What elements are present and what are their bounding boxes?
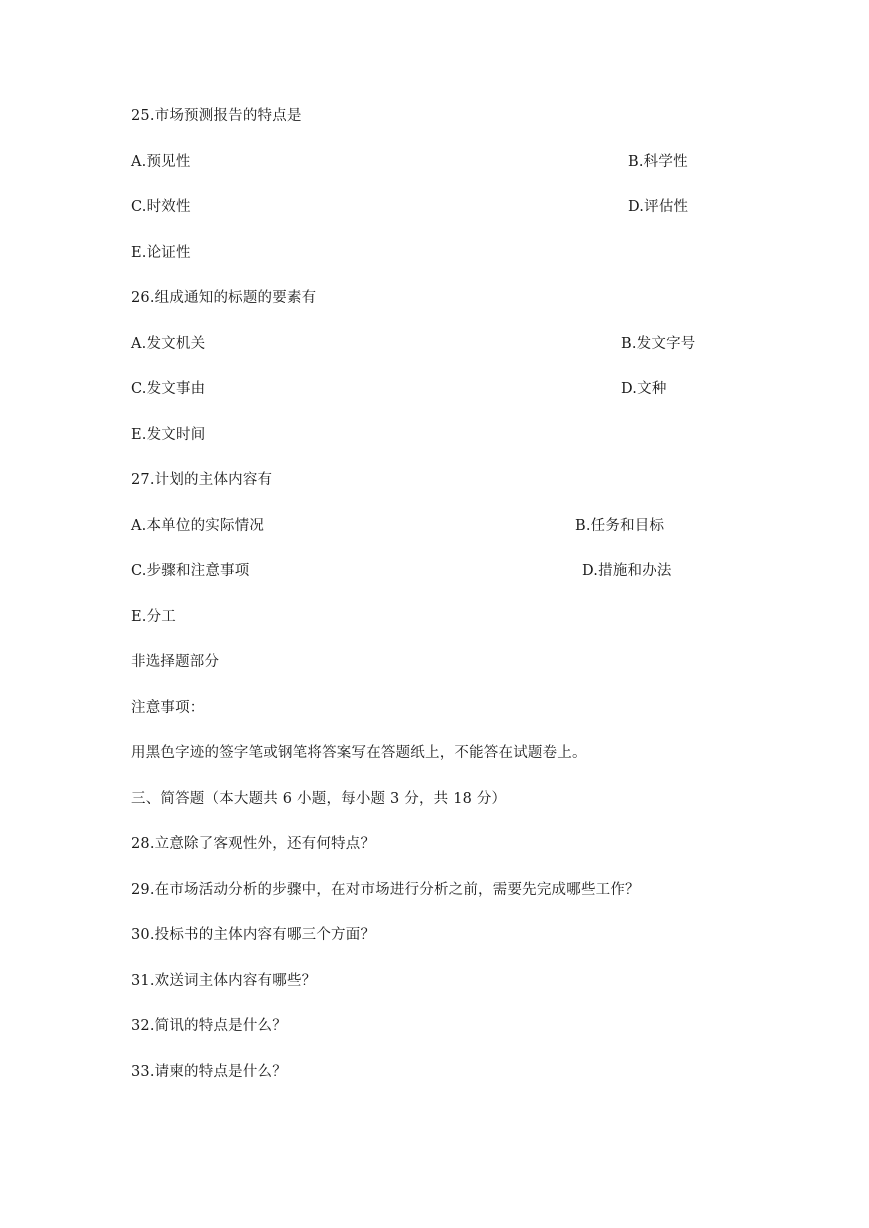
q26-stem: 26.组成通知的标题的要素有: [131, 290, 317, 306]
question-30: 30.投标书的主体内容有哪三个方面？: [131, 927, 376, 943]
q27-option-b: B.任务和目标: [575, 518, 665, 534]
q26-option-c: C.发文事由: [131, 381, 206, 397]
notice-title: 注意事项：: [131, 700, 205, 716]
q25-option-e: E.论证性: [131, 245, 191, 261]
question-32: 32.简讯的特点是什么？: [131, 1018, 287, 1034]
q25-option-c: C.时效性: [131, 199, 191, 215]
q26-option-a: A.发文机关: [131, 336, 206, 352]
question-33: 33.请柬的特点是什么？: [131, 1064, 287, 1080]
section-nonchoice-title: 非选择题部分: [131, 654, 220, 670]
q25-option-d: D.评估性: [628, 199, 689, 215]
q26-option-d: D.文种: [621, 381, 667, 397]
question-31: 31.欢送词主体内容有哪些？: [131, 973, 317, 989]
q27-option-e: E.分工: [131, 609, 176, 625]
question-29: 29.在市场活动分析的步骤中，在对市场进行分析之前，需要先完成哪些工作？: [131, 882, 640, 898]
q25-option-b: B.科学性: [628, 154, 688, 170]
q27-option-a: A.本单位的实际情况: [131, 518, 265, 534]
q26-option-b: B.发文字号: [621, 336, 696, 352]
question-28: 28.立意除了客观性外，还有何特点？: [131, 836, 376, 852]
q27-stem: 27.计划的主体内容有: [131, 472, 273, 488]
q25-option-a: A.预见性: [131, 154, 191, 170]
q26-option-e: E.发文时间: [131, 427, 206, 443]
section3-title: 三、简答题（本大题共 6 小题，每小题 3 分，共 18 分）: [131, 791, 507, 807]
notice-text: 用黑色字迹的签字笔或钢笔将答案写在答题纸上，不能答在试题卷上。: [131, 745, 587, 761]
q27-option-c: C.步骤和注意事项: [131, 563, 250, 579]
q27-option-d: D.措施和办法: [582, 563, 672, 579]
q25-stem: 25.市场预测报告的特点是: [131, 108, 302, 124]
